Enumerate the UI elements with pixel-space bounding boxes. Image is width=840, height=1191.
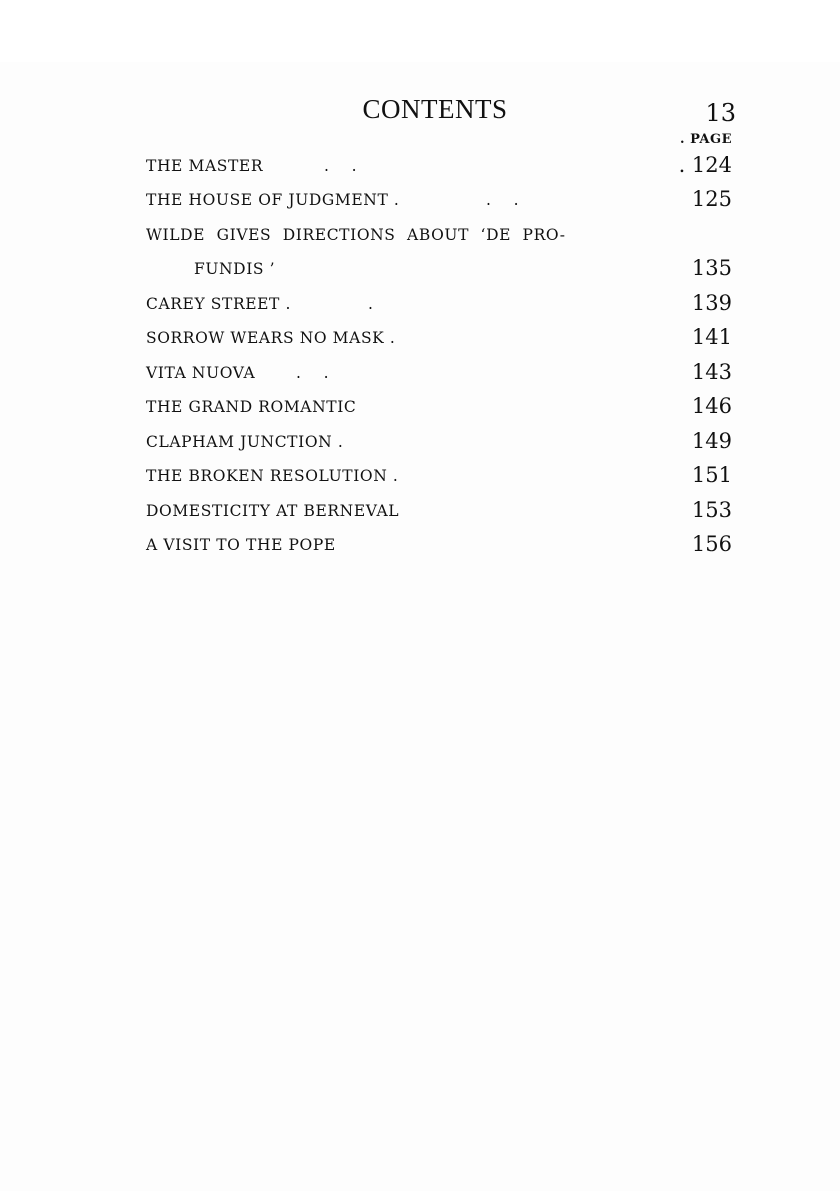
toc-entry[interactable]: [146, 424, 736, 459]
entry-page: 151: [691, 463, 732, 487]
page-number: 13: [705, 99, 736, 127]
entry-title: CAREY STREET .: [146, 294, 292, 313]
toc-entry[interactable]: [146, 183, 736, 218]
entry-page: 153: [691, 497, 732, 522]
toc-entry[interactable]: [146, 390, 736, 425]
dot-leader: . .: [324, 156, 358, 175]
entry-title: THE HOUSE OF JUDGMENT .: [146, 191, 400, 209]
entry-page: 139: [691, 290, 732, 315]
entry-page: 149: [691, 428, 732, 453]
entry-page: 146: [691, 394, 732, 418]
entry-title: THE BROKEN RESOLUTION .: [146, 467, 399, 485]
page-column-label: . PAGE: [680, 132, 732, 147]
page-title: CONTENTS: [362, 94, 508, 124]
toc-entry[interactable]: [146, 459, 736, 494]
toc-entry[interactable]: [146, 252, 736, 287]
toc-entry[interactable]: [146, 148, 736, 183]
toc-entry[interactable]: [146, 355, 736, 390]
entry-title: VITA NUOVA: [146, 363, 256, 382]
toc-entry[interactable]: [146, 321, 736, 356]
dot-leader: . .: [296, 363, 330, 382]
entry-title: SORROW WEARS NO MASK .: [146, 329, 396, 347]
entry-title: DOMESTICITY AT BERNEVAL: [146, 501, 400, 520]
entry-page: 143: [691, 359, 732, 384]
entry-page: 141: [691, 325, 732, 349]
running-header: [0, 94, 840, 130]
entry-title: WILDE GIVES DIRECTIONS ABOUT ‘DE PRO-: [146, 225, 566, 244]
scan-margin: [0, 0, 840, 62]
entry-title: CLAPHAM JUNCTION .: [146, 432, 344, 451]
toc-entry[interactable]: [146, 493, 736, 528]
table-of-contents: [146, 148, 736, 562]
toc-entry[interactable]: [146, 286, 736, 321]
dot-leader: . .: [486, 191, 520, 209]
entry-page: 135: [691, 256, 732, 280]
dot-leader: .: [368, 294, 374, 313]
toc-entry[interactable]: [146, 217, 736, 252]
entry-title: THE GRAND ROMANTIC: [146, 398, 357, 416]
toc-entry[interactable]: [146, 528, 736, 563]
entry-page: 125: [691, 187, 732, 211]
entry-title: FUNDIS ’: [194, 260, 276, 278]
entry-title: THE MASTER: [146, 156, 264, 175]
entry-page: . 124: [678, 152, 732, 177]
entry-title: A VISIT TO THE POPE: [146, 536, 336, 554]
entry-page: 156: [691, 532, 732, 556]
